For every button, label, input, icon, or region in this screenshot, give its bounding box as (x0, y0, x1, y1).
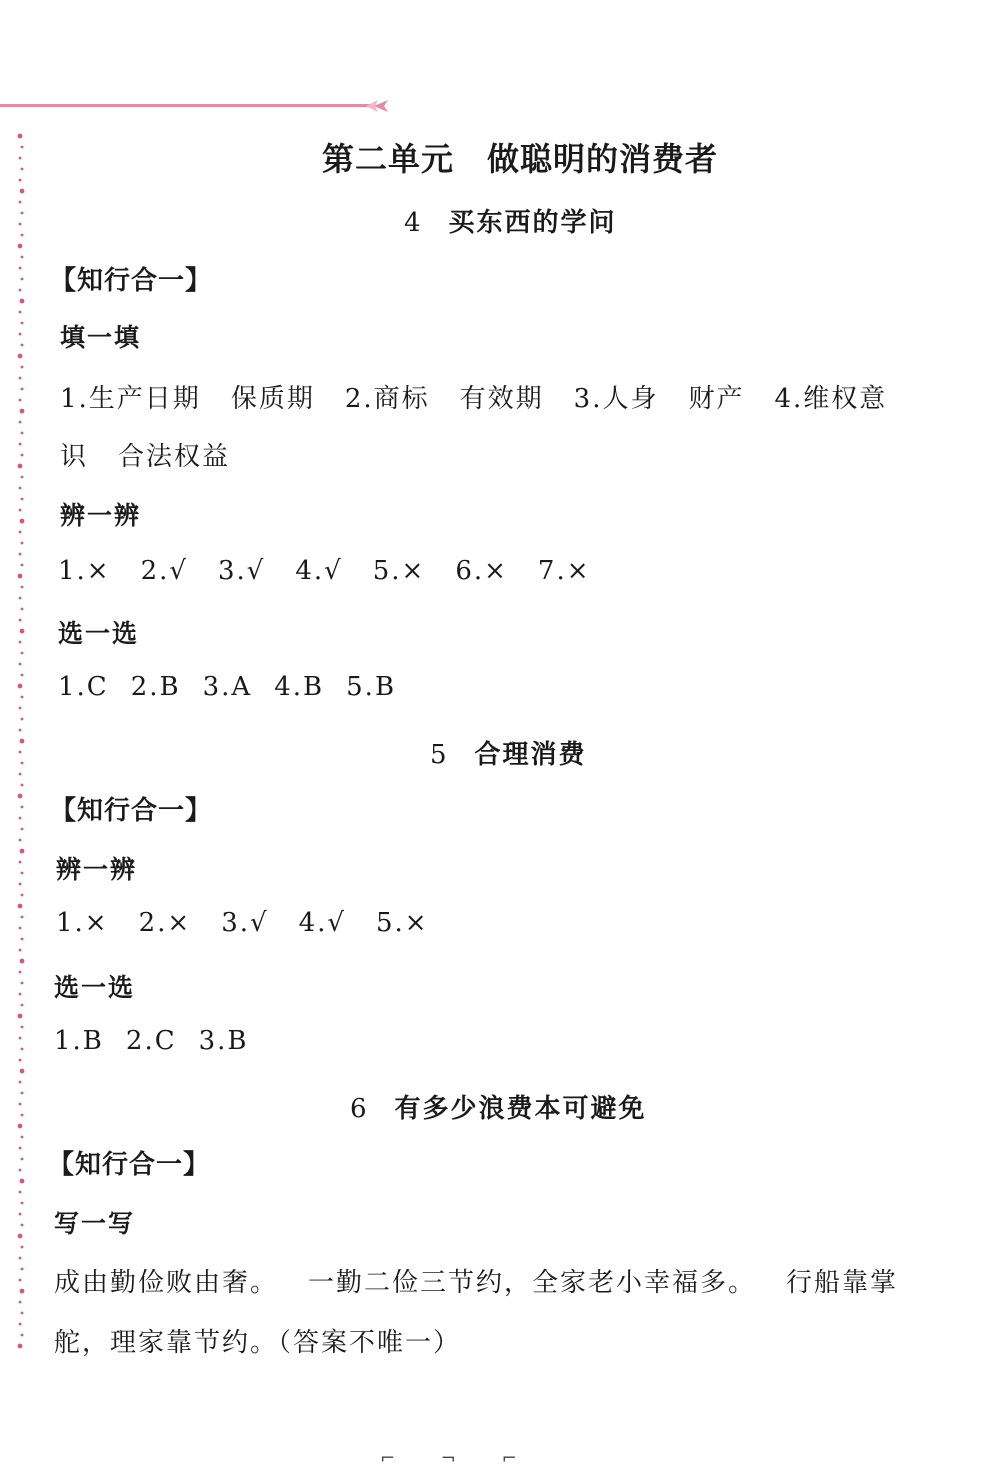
margin-dot (18, 1014, 23, 1019)
margin-dot (21, 322, 24, 325)
margin-dot (19, 619, 22, 622)
answer-item: 保质期 (230, 384, 315, 414)
margin-dot (20, 409, 25, 414)
margin-dot (20, 189, 25, 194)
margin-dot (20, 1289, 25, 1294)
answer-item: 一勤二俭三节约，全家老小幸福多。 (308, 1268, 757, 1298)
answer-item: 3.人身 (573, 384, 659, 414)
margin-dot (19, 1059, 22, 1062)
margin-dot (20, 849, 25, 854)
margin-dot (21, 1114, 24, 1117)
margin-dot (21, 1246, 24, 1249)
answer-item: 5.× (375, 908, 429, 938)
answer-item: 3.√ (221, 908, 269, 938)
lesson-title-5 (430, 734, 587, 771)
margin-dot (19, 817, 22, 820)
answer-item: 4.√ (298, 908, 346, 938)
margin-dot (19, 443, 22, 446)
margin-dot (19, 971, 22, 974)
answer-item: 有效期 (459, 384, 544, 414)
margin-dot (21, 894, 24, 897)
margin-dot (19, 1213, 22, 1216)
margin-dot (21, 278, 24, 281)
answer-item: 3.B (198, 1026, 249, 1056)
answer-item: 3.√ (217, 556, 266, 586)
margin-dot (21, 542, 24, 545)
margin-dot (21, 674, 24, 677)
margin-dot (19, 1257, 22, 1260)
margin-dot (20, 629, 25, 634)
margin-dot (19, 1037, 22, 1040)
bottom-crop-marks: ⌐ ¬ ⌐ (380, 1448, 537, 1469)
answer-item: 成由勤俭败由奢。 (54, 1268, 279, 1298)
margin-dot (19, 531, 22, 534)
answer-item: 1.B (54, 1026, 104, 1056)
margin-dot (21, 1224, 24, 1227)
section-bracket-heading: 【知行合一】 (50, 266, 213, 296)
margin-dot (21, 806, 24, 809)
answer-item: 2.商标 (344, 384, 430, 414)
answer-item: 1.× (56, 908, 109, 938)
answer-item: 财产 (688, 384, 745, 414)
margin-dot (19, 993, 22, 996)
lesson-title-text: 有多少浪费本可避免 (394, 1094, 647, 1124)
answer-item: 1.× (58, 556, 111, 586)
lesson-number: 4 (404, 208, 423, 238)
margin-dot (21, 938, 24, 941)
subsection-label: 填一填 (60, 323, 142, 352)
margin-dot (19, 751, 22, 754)
margin-dot (19, 1103, 22, 1106)
margin-dot (19, 707, 22, 710)
subsection-label: 辨一辨 (56, 855, 138, 884)
margin-dot (21, 1136, 24, 1139)
margin-dot (19, 1191, 22, 1194)
margin-dot (19, 509, 22, 512)
answer-item: 4.√ (295, 556, 343, 586)
margin-dot (19, 597, 22, 600)
margin-dot (19, 421, 22, 424)
answer-item: 合法权益 (118, 442, 231, 472)
margin-dot (21, 916, 24, 919)
margin-dot (21, 476, 24, 479)
arrow-ornament-icon (366, 98, 388, 114)
answer-line (54, 1322, 461, 1359)
section-bracket-heading: 【知行合一】 (50, 796, 213, 826)
margin-dot (19, 883, 22, 886)
answer-item: 1.生产日期 (60, 384, 201, 414)
answer-item: 2.C (125, 1026, 177, 1056)
dotted-margin-border (8, 132, 32, 1357)
margin-dot (19, 1279, 22, 1282)
lesson-title-text: 合理消费 (474, 740, 587, 770)
margin-dot (20, 1069, 25, 1074)
margin-dot (21, 564, 24, 567)
margin-dot (19, 399, 22, 402)
margin-dot (21, 432, 24, 435)
answer-line (60, 436, 230, 473)
margin-dot (21, 828, 24, 831)
subsection-label: 选一选 (54, 973, 136, 1002)
margin-dot (21, 1268, 24, 1271)
answer-item: 4.B (274, 672, 325, 702)
margin-dot (19, 267, 22, 270)
margin-dot (19, 773, 22, 776)
answer-item: 识 (60, 442, 89, 472)
margin-dot (21, 696, 24, 699)
top-decorative-rule (0, 104, 372, 107)
margin-dot (21, 1026, 24, 1029)
subsection-label: 写一写 (54, 1209, 136, 1238)
answer-item: 2.× (138, 908, 192, 938)
margin-dot (19, 729, 22, 732)
margin-dot (19, 223, 22, 226)
margin-dot (19, 927, 22, 930)
answer-line (58, 672, 396, 702)
margin-dot (21, 1048, 24, 1051)
answer-item: 7.× (537, 556, 591, 586)
answer-item: 1.C (58, 672, 109, 702)
margin-dot (19, 641, 22, 644)
margin-dot (18, 244, 23, 249)
margin-dot (18, 684, 23, 689)
margin-dot (19, 1301, 22, 1304)
margin-dot (18, 464, 23, 469)
margin-dot (19, 377, 22, 380)
margin-dot (21, 872, 24, 875)
margin-dot (21, 366, 24, 369)
margin-dot (19, 1323, 22, 1326)
section-bracket-heading: 【知行合一】 (48, 1150, 211, 1180)
answer-item: 3.A (202, 672, 253, 702)
unit-title: 第二单元 做聪明的消费者 (321, 140, 718, 178)
margin-dot (21, 1158, 24, 1161)
margin-dot (18, 1124, 23, 1129)
margin-dot (21, 498, 24, 501)
margin-dot (18, 794, 23, 799)
answer-line (58, 556, 591, 586)
margin-dot (19, 1147, 22, 1150)
margin-dot (21, 388, 24, 391)
answer-item: 舵，理家靠节约。（答案不唯一） (54, 1328, 462, 1358)
margin-dot (21, 982, 24, 985)
margin-dot (19, 311, 22, 314)
margin-dot (21, 1004, 24, 1007)
answer-line (60, 378, 887, 415)
answer-item: 4.维权意 (774, 384, 888, 414)
lesson-number: 5 (430, 740, 449, 770)
answer-line (54, 1262, 898, 1299)
margin-dot (19, 663, 22, 666)
lesson-number: 6 (350, 1094, 369, 1124)
answer-item: 2.√ (140, 556, 188, 586)
lesson-title-6 (350, 1088, 647, 1125)
answer-line (56, 908, 429, 938)
answer-line (54, 1026, 249, 1056)
margin-dot (21, 344, 24, 347)
margin-dot (21, 212, 24, 215)
margin-dot (21, 586, 24, 589)
answer-item: 6.× (455, 556, 508, 586)
margin-dot (19, 861, 22, 864)
margin-dot (21, 234, 24, 237)
margin-dot (20, 299, 25, 304)
margin-dot (18, 354, 23, 359)
margin-dot (21, 454, 24, 457)
margin-dot (19, 289, 22, 292)
margin-dot (21, 1092, 24, 1095)
answer-item: 5.× (372, 556, 426, 586)
answer-item: 5.B (346, 672, 397, 702)
margin-dot (19, 553, 22, 556)
margin-dot (19, 839, 22, 842)
margin-dot (21, 784, 24, 787)
subsection-label: 辨一辨 (60, 501, 142, 530)
margin-dot (18, 904, 23, 909)
margin-dot (20, 739, 25, 744)
margin-dot (19, 949, 22, 952)
margin-dot (19, 1169, 22, 1172)
margin-dot (21, 608, 24, 611)
margin-dot (20, 1179, 25, 1184)
margin-dot (18, 1234, 23, 1239)
margin-dot (20, 519, 25, 524)
margin-dot (21, 762, 24, 765)
margin-dot (21, 652, 24, 655)
margin-dot (21, 1334, 24, 1337)
margin-dot (19, 487, 22, 490)
answer-item: 行船靠掌 (786, 1268, 899, 1298)
margin-dot (21, 718, 24, 721)
lesson-title-text: 买东西的学问 (448, 208, 617, 238)
margin-dot (19, 201, 22, 204)
subsection-label: 选一选 (58, 619, 140, 648)
margin-dot (21, 1202, 24, 1205)
margin-dot (18, 574, 23, 579)
margin-dot (21, 1312, 24, 1315)
margin-dot (19, 333, 22, 336)
margin-dot (19, 1081, 22, 1084)
margin-dot (18, 1344, 23, 1349)
margin-dot (20, 959, 25, 964)
answer-item: 2.B (130, 672, 181, 702)
margin-dot (21, 256, 24, 259)
lesson-title-4 (404, 202, 617, 239)
